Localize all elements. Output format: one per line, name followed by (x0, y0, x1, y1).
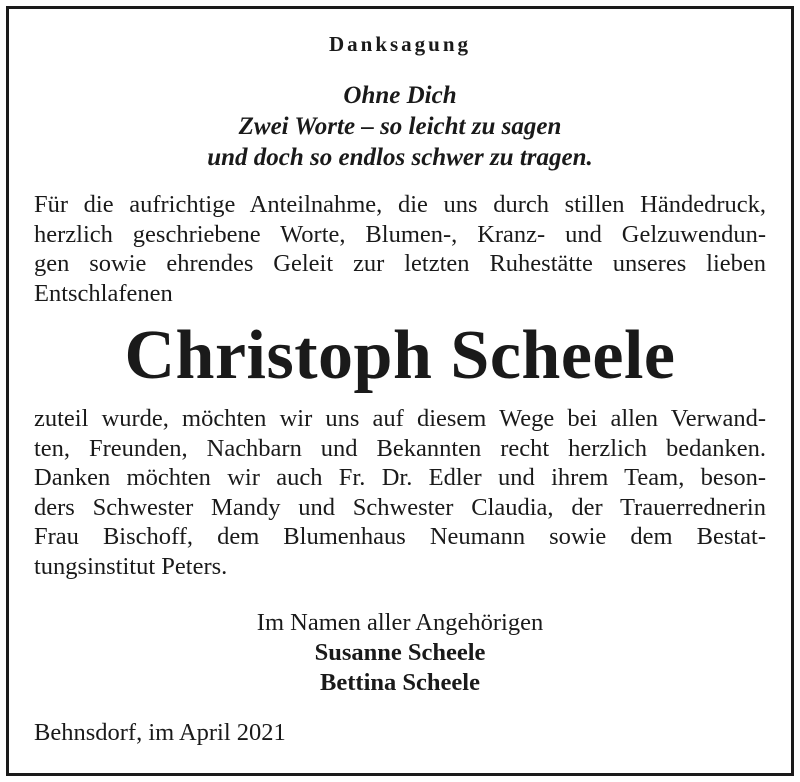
thanks-paragraph-intro (34, 190, 766, 308)
signoff-intro: Im Namen aller Angehörigen (256, 609, 544, 636)
poem (0, 80, 800, 173)
text-line: gen sowie ehrendes Geleit zur letzten Ruhestätte unseres lieben (34, 250, 766, 277)
poem-line: Ohne Dich (343, 82, 457, 109)
text-line: Für die aufrichtige Anteilnahme, die uns durch stillen Händedruck, (34, 191, 766, 218)
text-line: ten, Freunden, Nachbarn und Bekannten recht herzlich bedanken. (34, 434, 766, 462)
thanks-paragraph-body (34, 404, 766, 581)
signer-name: Bettina Scheele (320, 669, 480, 696)
poem-line: Zwei Worte – so leicht zu sagen (238, 113, 562, 140)
text-line: Danken möchten wir auch Fr. Dr. Edler und ihrem Team, beson- (34, 464, 766, 491)
signoff (0, 608, 800, 698)
text-line: herzlich geschriebene Worte, Blumen-, Kranz- und Gelzuwendun- (34, 220, 766, 248)
text-line: ders Schwester Mandy und Schwester Claudia, der Trauerrednerin (34, 493, 766, 521)
notice-heading: Danksagung (328, 32, 472, 56)
text-line: Frau Bischoff, dem Blumenhaus Neumann sowie dem Bestat- (34, 523, 766, 550)
text-line: zuteil wurde, möchten wir uns auf diesem Wege bei allen Verwand- (34, 405, 766, 432)
deceased-name: Christoph Scheele (124, 317, 676, 394)
signer-name: Susanne Scheele (314, 639, 486, 666)
text-line: Entschlafenen (34, 279, 173, 307)
text-line: tungsinstitut Peters. (34, 552, 228, 580)
poem-line: und doch so endlos schwer zu tragen. (207, 144, 593, 171)
place-date: Behnsdorf, im April 2021 (34, 719, 286, 746)
